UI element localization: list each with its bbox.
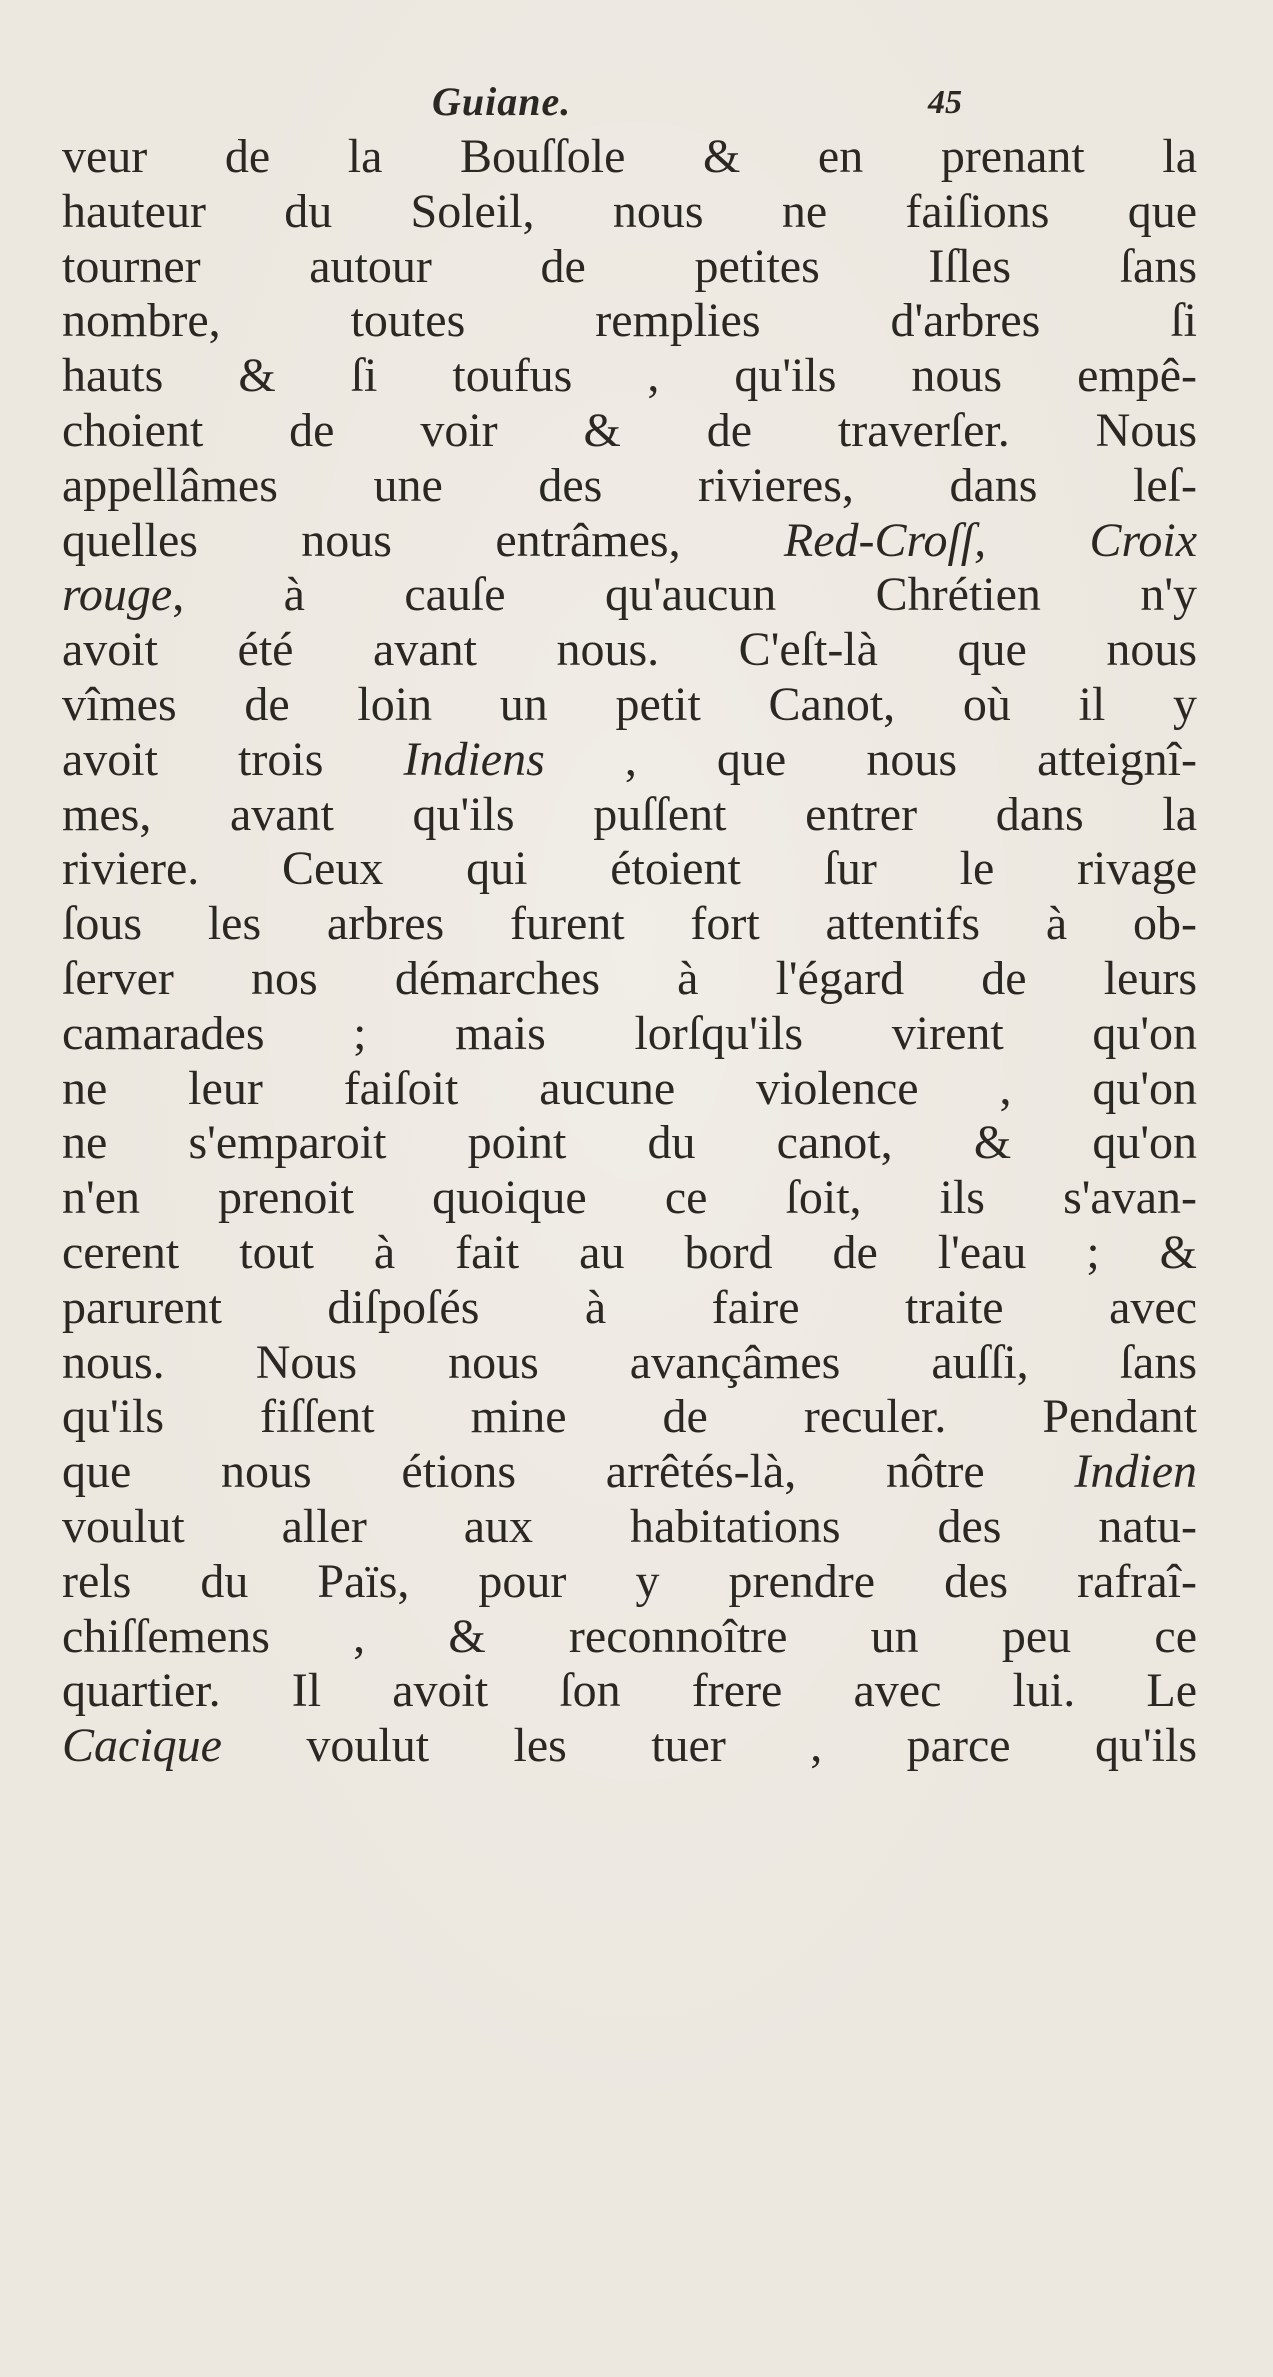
text-segment: veur de la Bouſſole & en prenant la — [62, 130, 1197, 183]
text-line — [62, 1719, 1197, 1774]
text-segment: voulut les tuer , parce qu'ils — [221, 1719, 1197, 1773]
text-segment: appellâmes une des rivieres, dans leſ- — [62, 458, 1197, 512]
text-line — [62, 1390, 1197, 1445]
text-line — [62, 623, 1197, 678]
running-title: Guiane. — [432, 79, 572, 124]
text-segment: voulut aller aux habitations des natu- — [62, 1499, 1197, 1553]
text-segment: ne leur faiſoit aucune violence , qu'on — [62, 1061, 1197, 1115]
text-line — [62, 459, 1197, 514]
text-segment: quartier. Il avoit ſon frere avec lui. Le — [62, 1664, 1197, 1718]
text-line — [62, 1336, 1197, 1391]
text-line — [62, 952, 1197, 1007]
text-line — [62, 130, 1197, 185]
text-segment: ſerver nos démarches à l'égard de leurs — [62, 951, 1197, 1005]
text-segment: camarades ; mais lorſqu'ils virent qu'on — [62, 1006, 1197, 1060]
text-line — [62, 1445, 1197, 1500]
text-segment: riviere. Ceux qui étoient ſur le rivage — [62, 842, 1197, 896]
text-segment: avoit trois — [62, 732, 404, 786]
text-segment: , à cauſe qu'aucun Chrétien n'y — [172, 568, 1197, 622]
text-line — [62, 1116, 1197, 1171]
text-segment: avoit été avant nous. C'eſt-là que nous — [62, 623, 1197, 677]
text-line — [62, 733, 1197, 788]
text-segment: quelles nous entrâmes, — [62, 513, 784, 567]
text-segment: qu'ils fiſſent mine de reculer. Pendant — [62, 1390, 1197, 1444]
text-segment: rels du Païs, pour y prendre des rafraî- — [62, 1554, 1197, 1608]
text-segment: ne s'emparoit point du canot, & qu'on — [62, 1116, 1197, 1170]
text-segment: vîmes de loin un petit Canot, où il y — [62, 677, 1197, 731]
text-segment: choient de voir & de traverſer. Nous — [62, 403, 1197, 457]
text-line — [62, 788, 1197, 843]
text-line — [62, 404, 1197, 459]
body-text — [62, 130, 1212, 1774]
text-line — [62, 897, 1197, 952]
italic-text: Indiens — [403, 732, 545, 786]
text-segment: parurent diſpoſés à faire traite avec — [62, 1280, 1197, 1334]
text-line — [62, 1007, 1197, 1062]
text-segment: hauteur du Soleil, nous ne faiſions que — [62, 184, 1197, 238]
text-segment: hauts & ſi toufus , qu'ils nous empê- — [62, 349, 1197, 403]
text-line — [62, 568, 1197, 623]
text-line — [62, 294, 1197, 349]
text-segment: nous. Nous nous avançâmes auſſi, ſans — [62, 1335, 1197, 1389]
text-segment: n'en prenoit quoique ce ſoit, ils s'avan- — [62, 1171, 1197, 1225]
text-segment: nombre, toutes remplies d'arbres ſi — [62, 294, 1197, 348]
text-line — [62, 1226, 1197, 1281]
text-line — [62, 1555, 1197, 1610]
text-line — [62, 349, 1197, 404]
text-line — [62, 1171, 1197, 1226]
text-line — [62, 1500, 1197, 1555]
text-segment: mes, avant qu'ils puſſent entrer dans la — [62, 787, 1197, 841]
text-line — [62, 514, 1197, 569]
text-segment: tourner autour de petites Iſles ſans — [62, 239, 1197, 293]
italic-text: Cacique — [62, 1719, 222, 1773]
page-header — [0, 78, 1273, 138]
text-line — [62, 240, 1197, 295]
text-line — [62, 1664, 1197, 1719]
italic-text: Indien — [1074, 1445, 1197, 1499]
text-line — [62, 842, 1197, 897]
text-segment: chiſſemens , & reconnoître un peu ce — [62, 1609, 1197, 1663]
text-segment: ſous les arbres furent fort attentifs à ob- — [62, 897, 1197, 951]
text-line — [62, 678, 1197, 733]
text-line — [62, 185, 1197, 240]
text-line — [62, 1281, 1197, 1336]
text-segment: , que nous atteignî- — [544, 732, 1198, 786]
text-line — [62, 1062, 1197, 1117]
text-segment: que nous étions arrêtés-là, nôtre — [62, 1445, 1075, 1499]
text-line — [62, 1610, 1197, 1665]
page-number: 45 — [928, 84, 962, 121]
italic-text: Red-Croſſ, Croix — [783, 513, 1198, 567]
text-segment: cerent tout à fait au bord de l'eau ; & — [62, 1225, 1197, 1279]
italic-text: rouge — [62, 568, 173, 622]
